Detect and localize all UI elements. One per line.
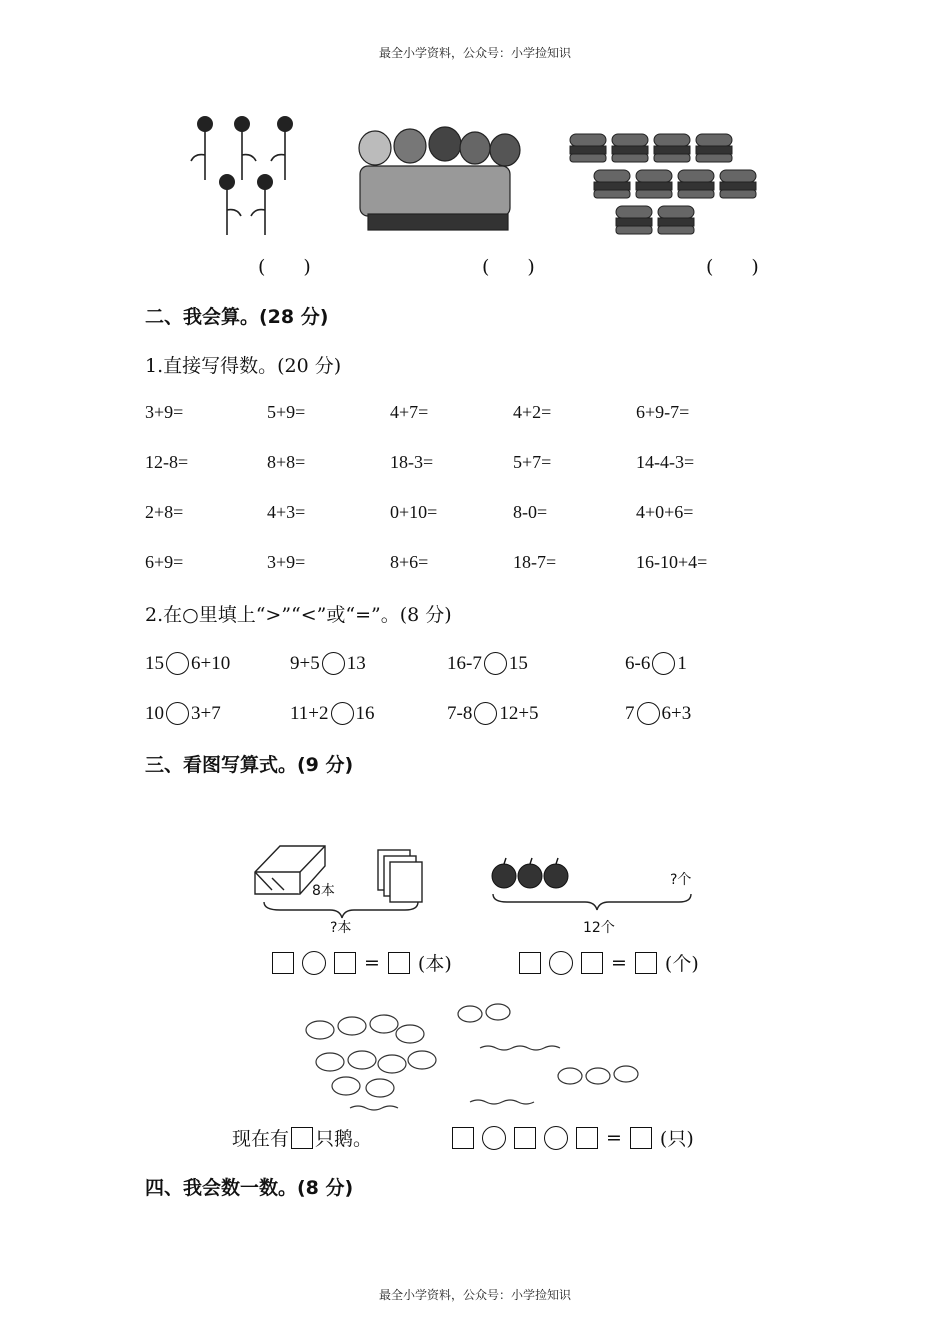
compare-circle[interactable] <box>166 652 189 675</box>
answer-box[interactable] <box>388 952 410 974</box>
count-blank-children[interactable]: ( ) <box>482 256 535 278</box>
books-known-label: 8本 <box>312 883 335 899</box>
compare-circle[interactable] <box>637 702 660 725</box>
count-blank-roses[interactable]: ( ) <box>258 256 311 278</box>
equation[interactable]: 4+0+6= <box>636 502 694 522</box>
answer-box[interactable] <box>334 952 356 974</box>
books-figure <box>250 838 435 938</box>
equation[interactable]: 3+9= <box>267 552 306 572</box>
now-have-suffix: 只鹅。 <box>315 1128 373 1150</box>
now-have-prefix: 现在有 <box>232 1128 290 1150</box>
equals-sign: = <box>364 951 380 974</box>
compare-item <box>447 702 539 725</box>
section2-q2-title: 2.在○里填上“>”“<”或“=”。(8 分) <box>145 604 452 626</box>
operator-circle[interactable] <box>544 1126 568 1150</box>
compare-left: 6-6 <box>625 652 651 674</box>
equation[interactable]: 4+7= <box>390 402 429 422</box>
equation[interactable]: 4+3= <box>267 502 306 522</box>
geese-figure <box>290 990 670 1115</box>
apples-unknown-label: ?个 <box>670 872 692 888</box>
answer-box[interactable] <box>291 1127 313 1149</box>
compare-circle[interactable] <box>331 702 354 725</box>
equation[interactable]: 0+10= <box>390 502 438 522</box>
compare-right: 6+3 <box>661 702 692 724</box>
compare-left: 10 <box>145 702 164 724</box>
equation[interactable]: 5+7= <box>513 452 552 472</box>
compare-right: 15 <box>508 652 528 674</box>
compare-circle[interactable] <box>322 652 345 675</box>
compare-item <box>290 702 375 725</box>
equation[interactable]: 6+9-7= <box>636 402 690 422</box>
burgers-image <box>568 130 763 240</box>
section2-q1-title: 1.直接写得数。(20 分) <box>145 355 342 377</box>
roses-image <box>185 110 305 240</box>
equation[interactable]: 8+8= <box>267 452 306 472</box>
compare-right: 6+10 <box>191 652 231 674</box>
compare-item <box>625 652 687 675</box>
answer-box[interactable] <box>576 1127 598 1149</box>
apples-figure <box>485 848 700 938</box>
equation[interactable]: 2+8= <box>145 502 184 522</box>
compare-right: 3+7 <box>191 702 221 724</box>
unit-label: (只) <box>659 1128 694 1150</box>
equals-sign: = <box>611 951 627 974</box>
compare-left: 11+2 <box>290 702 329 724</box>
answer-box[interactable] <box>630 1127 652 1149</box>
page-header: 最全小学资料，公众号：小学捡知识 <box>378 46 571 60</box>
answer-box[interactable] <box>581 952 603 974</box>
compare-circle[interactable] <box>652 652 675 675</box>
equation[interactable]: 6+9= <box>145 552 184 572</box>
equation[interactable]: 8+6= <box>390 552 429 572</box>
operator-circle[interactable] <box>482 1126 506 1150</box>
page-footer: 最全小学资料，公众号：小学捡知识 <box>378 1288 571 1302</box>
equation[interactable]: 3+9= <box>145 402 184 422</box>
compare-circle[interactable] <box>166 702 189 725</box>
compare-item <box>625 702 691 725</box>
compare-item <box>145 702 221 725</box>
compare-left: 16-7 <box>447 652 482 674</box>
compare-circle[interactable] <box>484 652 507 675</box>
answer-box[interactable] <box>635 952 657 974</box>
answer-box[interactable] <box>519 952 541 974</box>
compare-left: 7-8 <box>447 702 473 724</box>
equation[interactable]: 5+9= <box>267 402 306 422</box>
geese-count-sentence <box>232 1124 372 1151</box>
section4-title: 四、我会数一数。(8 分) <box>145 1177 354 1199</box>
compare-right: 1 <box>677 652 687 674</box>
books-total-label: ?本 <box>330 920 352 936</box>
equation[interactable]: 4+2= <box>513 402 552 422</box>
equation[interactable]: 16-10+4= <box>636 552 708 572</box>
answer-box[interactable] <box>272 952 294 974</box>
equation[interactable]: 14-4-3= <box>636 452 695 472</box>
operator-circle[interactable] <box>549 951 573 975</box>
answer-box[interactable] <box>514 1127 536 1149</box>
equation[interactable]: 18-7= <box>513 552 557 572</box>
equation[interactable]: 8-0= <box>513 502 548 522</box>
compare-right: 13 <box>346 652 366 674</box>
compare-left: 9+5 <box>290 652 320 674</box>
section3-title: 三、看图写算式。(9 分) <box>145 754 354 776</box>
books-formula <box>272 949 452 976</box>
equation[interactable]: 12-8= <box>145 452 189 472</box>
compare-left: 15 <box>145 652 164 674</box>
compare-item <box>447 652 528 675</box>
compare-right: 12+5 <box>499 702 539 724</box>
compare-circle[interactable] <box>474 702 497 725</box>
apples-formula <box>519 949 699 976</box>
children-group-image <box>350 118 525 238</box>
compare-right: 16 <box>355 702 375 724</box>
equals-sign: = <box>606 1126 622 1149</box>
apples-total-label: 12个 <box>583 920 615 936</box>
geese-formula <box>452 1124 694 1151</box>
compare-item <box>145 652 230 675</box>
answer-box[interactable] <box>452 1127 474 1149</box>
compare-left: 7 <box>625 702 635 724</box>
compare-item <box>290 652 366 675</box>
unit-label: (个) <box>664 953 699 975</box>
unit-label: (本) <box>417 953 452 975</box>
operator-circle[interactable] <box>302 951 326 975</box>
count-blank-burgers[interactable]: ( ) <box>706 256 759 278</box>
section2-title: 二、我会算。(28 分) <box>145 306 329 328</box>
equation[interactable]: 18-3= <box>390 452 434 472</box>
